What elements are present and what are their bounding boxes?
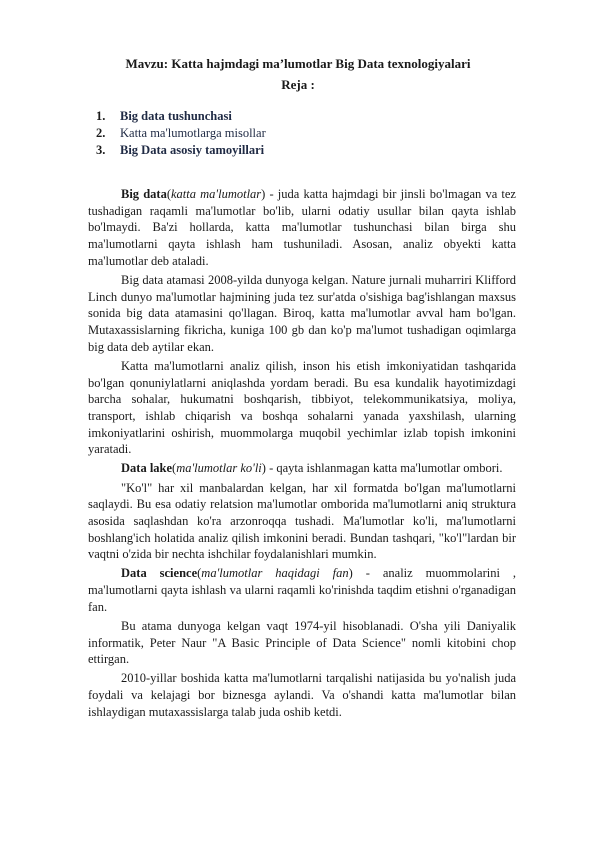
paren-close: ): [261, 187, 266, 201]
plan-item: [96, 142, 266, 159]
paren-open: (: [166, 187, 171, 201]
term-data-science-translation: ma'lumotlar haqidagi fan: [201, 566, 349, 581]
term-big-data: Big data: [121, 187, 167, 201]
paragraph-text: - analiz muommolarini , ma'lumotlarni qayta ishlash va ularni raqamli ko'rinishda taqdim etishni o'rganadigan fan.: [88, 566, 516, 614]
term-data-lake: Data lake: [121, 461, 173, 476]
paragraph-big-data-history: Big data atamasi 2008-yilda dunyoga kelgan. Nature jurnali muharriri Klifford Linch dunyo ma'lumotlar hajmining juda tez sur'atda o'sishiga bag'ishlangan maxsus sonida big data atamasini qo'llagan. Biroq, katta ma'lumotlar avval ham bo'lgan. Mutaxassislarning fikricha, kuniga 100 gb dan ko'p ma'lumot tushadigan oqimlarga big data deb aytilar ekan.: [88, 272, 516, 354]
paragraph-data-science-history: Bu atama dunyoga kelgan vaqt 1974-yil hisoblanadi. O'sha yili Daniyalik informatik, Peter Naur "A Basic Principle of Data Science" nomli kitobini chop ettirgan.: [88, 618, 516, 667]
paragraph-data-science-demand: 2010-yillar boshida katta ma'lumotlarni tarqalishi natijasida bu yo'nalish juda foydali va kelajagi bor biznesga aylandi. Va o'shandi katta ma'lumotlar bilan ishlaydigan mutaxassislarga talab juda oshib ketdi.: [88, 671, 516, 719]
paragraph-data-lake-details: "Ko'l" har xil manbalardan kelgan, har xil formatda bo'lgan ma'lumotlarni saqlaydi. Bu esa odatiy relatsion ma'lumotlar omborida ma'lumotlarni aniq struktura asosida saqlashdan ko'ra arzonroqqa tushadi. Ma'lumotlar ko'li, ma'lumotlarni boshlang'ich holatida analiz qilish imkonini beradi. Bundan tashqari, "ko'l"lardan bir vaqtni o'zida bir nechta ishchilar foydalanishlari mumkin.: [88, 480, 516, 562]
term-data-science: Data science: [121, 566, 198, 581]
paren-close: ): [261, 461, 266, 476]
plan-item-number: 2.: [96, 126, 106, 140]
paren-open: (: [197, 566, 202, 581]
term-data-lake-translation: ma'lumotlar ko'li: [176, 461, 262, 476]
paragraph-big-data-analysis: Katta ma'lumotlarni analiz qilish, inson his etish imkoniyatidan tashqarida bo'lgan qonuniylatlarni aniqlashda yordam beradi. Bu esa kundalik hayotimizdagi barcha sohalar, hukumatni boshqarish, tibbiyot, telekommunikatsiya, moliya, transport, ishlab chiqarish va boshqa sohalarni yanada yaxshilash, ularning imkoniyatlarini oshirish, muommolarga muqobil yechimlar izlab topish imkonini yaratadi.: [88, 358, 516, 457]
plan-list: [96, 108, 266, 159]
plan-heading: Reja :: [281, 77, 315, 92]
plan-item-number: 3.: [96, 143, 106, 157]
paren-close: ): [348, 566, 353, 581]
paragraph-data-lake-definition: [88, 460, 516, 477]
plan-item-label: Big Data asosiy tamoyillari: [120, 143, 265, 157]
plan-item-label: Katta ma'lumotlarga misollar: [120, 126, 266, 140]
paragraph-data-science-definition: [88, 565, 516, 615]
paragraph-text: - qayta ishlanmagan katta ma'lumotlar ombori.: [265, 461, 503, 476]
plan-item-number: 1.: [96, 109, 106, 123]
paragraph-text: - juda katta hajmdagi bir jinsli bo'lmagan va tez tushadigan raqamli ma'lumotlar bo'lib, ularni odatiy usullar bilan qayta ishlab bo'lmaydi. Ba'zi hollarda, katta ma'lumotlar tushunchasi bilan birga shu ma'lumotlarni qayta ishlash ham tushuniladi. Asosan, analiz obyekti katta ma'lumotlar deb ataladi.: [88, 187, 516, 268]
document-body: [88, 186, 516, 723]
plan-item: [96, 108, 266, 125]
paren-open: (: [172, 461, 177, 476]
plan-item-label: Big data tushunchasi: [120, 109, 232, 123]
plan-item: [96, 125, 266, 142]
term-big-data-translation: katta ma'lumotlar: [171, 187, 262, 201]
paragraph-big-data-definition: [88, 186, 516, 270]
document-title: Mavzu: Katta hajmdagi ma’lumotlar Big Data texnologiyalari: [125, 56, 471, 71]
